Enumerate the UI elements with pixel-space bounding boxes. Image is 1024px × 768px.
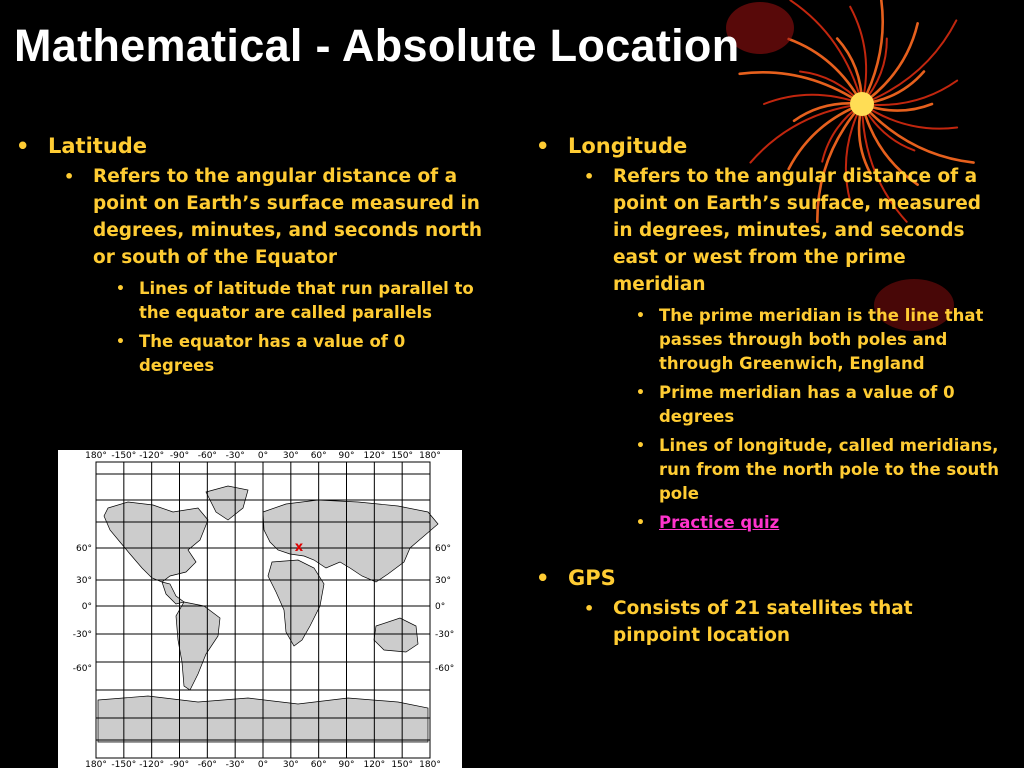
longitude-bottom-label: 180° — [419, 760, 441, 768]
world-map — [58, 450, 462, 768]
longitude-bottom-label: 150° — [391, 760, 414, 768]
latitude-left-label: 60° — [76, 544, 92, 554]
south-america-landmass — [176, 602, 220, 690]
longitude-top-label: -30° — [225, 451, 245, 461]
longitude-definition: • Refers to the angular distance of a point on Earth’s surface, measured in degrees, minutes, and seconds east or west from the prime meridian — [534, 163, 1004, 298]
longitude-detail-value: • Prime meridian has a value of 0 degrees — [534, 381, 1004, 429]
longitude-detail-prime-meridian: • The prime meridian is the line that passes through both poles and through Greenwich, England — [534, 304, 1004, 376]
longitude-bottom-label: 180° — [85, 760, 107, 768]
gps-heading: • GPS — [534, 564, 1004, 592]
latitude-right-label: -60° — [435, 664, 455, 674]
longitude-bottom-label: -30° — [225, 760, 245, 768]
longitude-top-label: 30° — [282, 451, 299, 461]
longitude-top-label: 90° — [338, 451, 355, 461]
latitude-detail-parallels: • Lines of latitude that run parallel to the equator are called parallels — [14, 277, 484, 325]
latitude-definition: • Refers to the angular distance of a point on Earth’s surface measured in degrees, minutes, and seconds north or south of the Equator — [14, 163, 484, 271]
slide-title: Mathematical - Absolute Location — [14, 20, 740, 71]
australia-landmass — [374, 618, 418, 652]
longitude-detail-meridians: • Lines of longitude, called meridians, run from the north pole to the south pole — [534, 434, 1004, 506]
longitude-top-label: 180° — [85, 451, 107, 461]
latitude-column — [14, 132, 484, 383]
longitude-column — [534, 132, 1004, 655]
longitude-top-label: -90° — [169, 451, 190, 461]
location-marker-icon: x — [294, 540, 304, 555]
firework-core — [850, 92, 874, 116]
world-map-graphic — [58, 450, 462, 768]
practice-quiz-item — [534, 511, 1004, 535]
longitude-bottom-label: 30° — [282, 760, 299, 768]
longitude-bottom-label: -120° — [139, 760, 165, 768]
latitude-left-label: 30° — [76, 576, 92, 586]
gps-definition: • Consists of 21 satellites that pinpoint location — [534, 595, 1004, 649]
africa-landmass — [268, 560, 324, 646]
longitude-bottom-label: 90° — [338, 760, 355, 768]
central-america-landmass — [162, 582, 184, 604]
longitude-top-label: 60° — [310, 451, 327, 461]
greenland-landmass — [206, 486, 248, 520]
longitude-top-label: 150° — [391, 451, 414, 461]
longitude-bottom-label: -150° — [111, 760, 137, 768]
longitude-bottom-label: 120° — [363, 760, 386, 768]
longitude-top-label: -60° — [197, 451, 217, 461]
latitude-left-label: -60° — [72, 664, 92, 674]
longitude-heading: • Longitude — [534, 132, 1004, 160]
practice-quiz-link[interactable]: Practice quiz — [659, 513, 780, 532]
north-america-landmass — [104, 502, 208, 582]
longitude-top-label: 0° — [257, 451, 269, 461]
latitude-right-label: 60° — [435, 544, 451, 554]
latitude-heading: • Latitude — [14, 132, 484, 160]
latitude-right-label: 30° — [435, 576, 451, 586]
latitude-left-label: -30° — [72, 630, 92, 640]
latitude-right-label: -30° — [435, 630, 455, 640]
latitude-right-label: 0° — [435, 602, 446, 612]
longitude-bottom-label: 60° — [310, 760, 327, 768]
longitude-bottom-label: -90° — [169, 760, 190, 768]
longitude-top-label: 180° — [419, 451, 441, 461]
longitude-top-label: -120° — [139, 451, 165, 461]
latitude-detail-equator: • The equator has a value of 0 degrees — [14, 330, 484, 378]
longitude-bottom-label: 0° — [257, 760, 269, 768]
latitude-left-label: 0° — [81, 602, 92, 612]
longitude-bottom-label: -60° — [197, 760, 217, 768]
longitude-top-label: 120° — [363, 451, 386, 461]
longitude-top-label: -150° — [111, 451, 137, 461]
